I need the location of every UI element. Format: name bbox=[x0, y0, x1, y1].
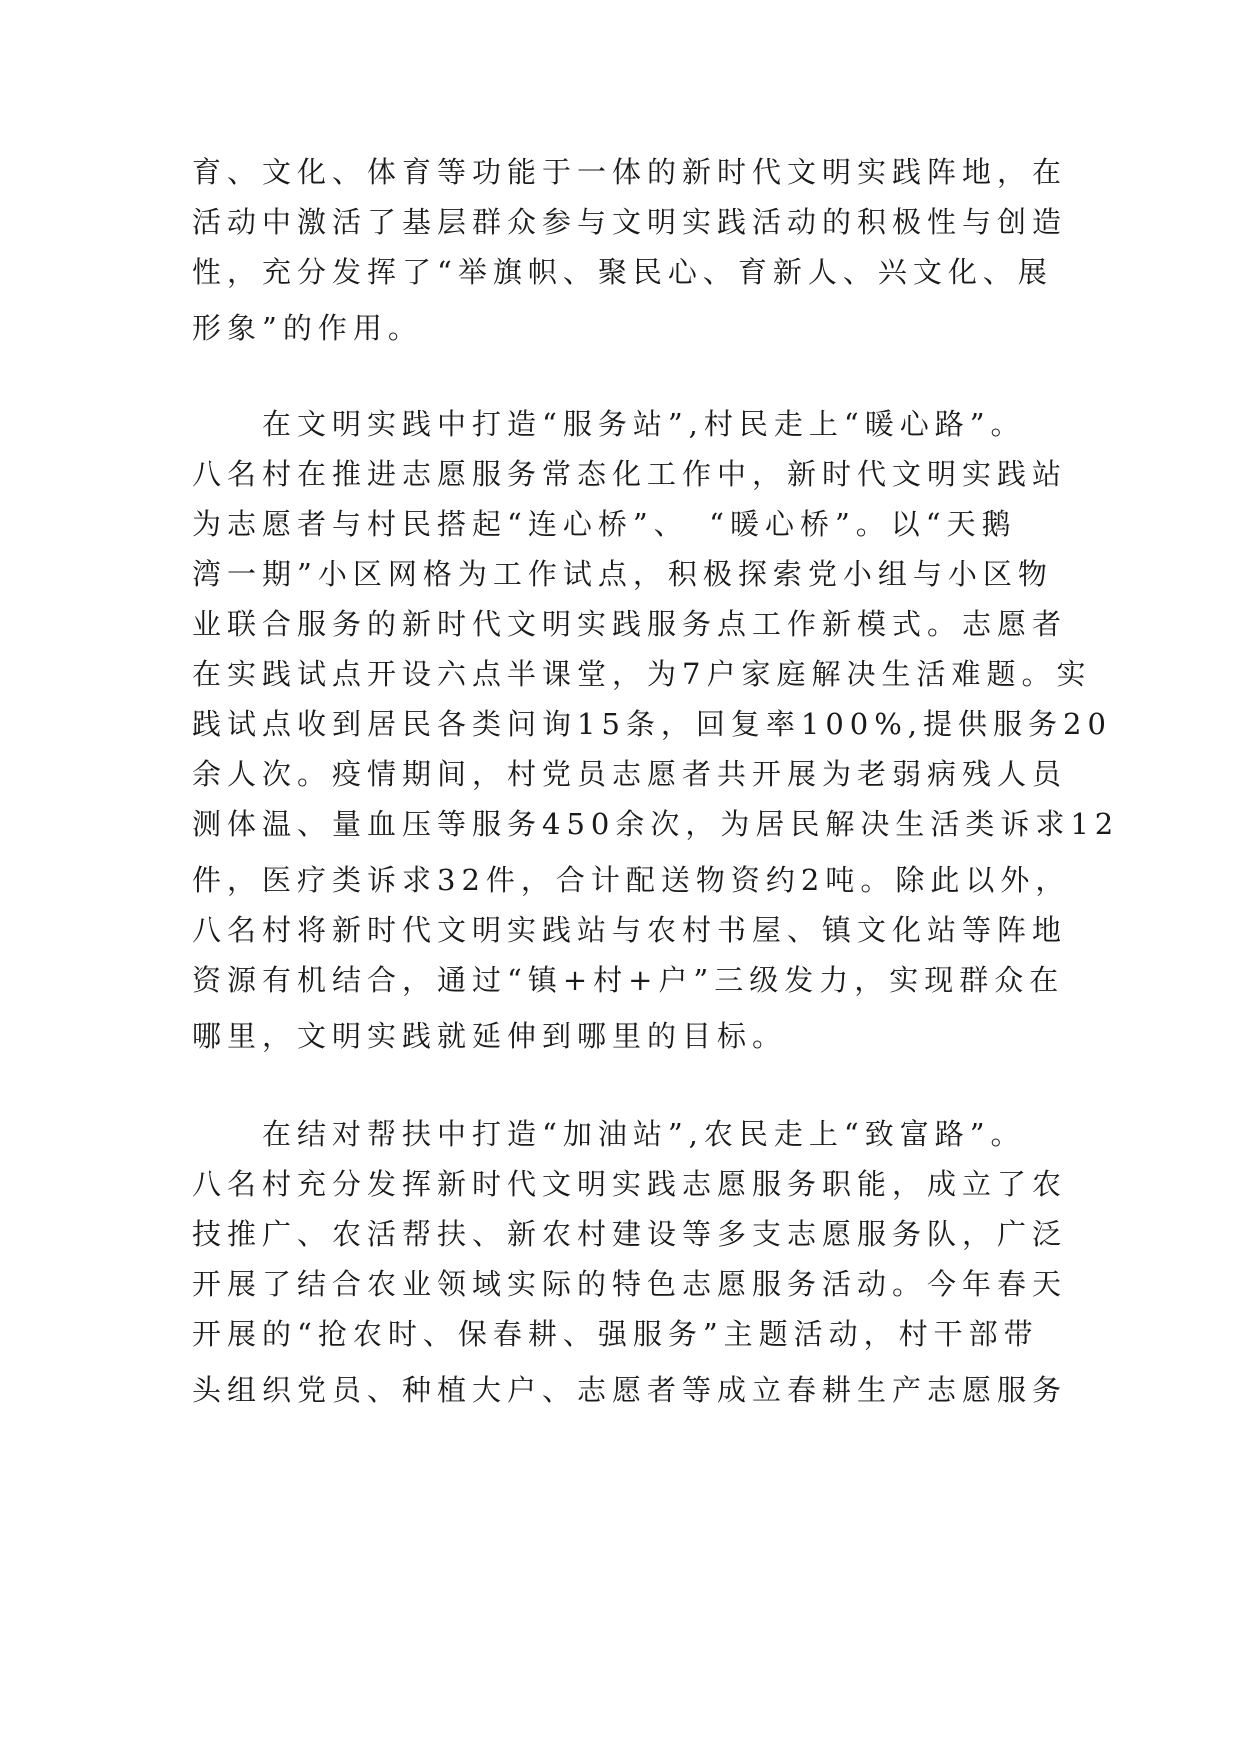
text-line: 在文明实践中打造“服务站”,村民走上“暖心路”。 bbox=[192, 407, 1026, 441]
text-line: 头组织党员、种植大户、志愿者等成立春耕生产志愿服务 bbox=[192, 1373, 1068, 1407]
text-line: 技推广、农活帮扶、新农村建设等多支志愿服务队，广泛 bbox=[192, 1217, 1068, 1251]
text-line: 余人次。疫情期间，村党员志愿者共开展为老弱病残人员 bbox=[192, 757, 1068, 791]
text-line: 在结对帮扶中打造“加油站”,农民走上“致富路”。 bbox=[192, 1117, 1026, 1151]
text-line: 在实践试点开设六点半课堂，为7户家庭解决生活难题。实 bbox=[192, 657, 1092, 691]
text-line: 八名村将新时代文明实践站与农村书屋、镇文化站等阵地 bbox=[192, 913, 1068, 947]
text-line: 形象”的作用。 bbox=[192, 311, 423, 345]
text-line: 业联合服务的新时代文明实践服务点工作新模式。志愿者 bbox=[192, 607, 1068, 641]
text-line: 资源有机结合，通过“镇+村+户”三级发力，实现群众在 bbox=[192, 963, 1065, 997]
text-line: 为志愿者与村民搭起“连心桥”、 “暖心桥”。以“天鹅 bbox=[192, 507, 1017, 541]
text-line: 活动中激活了基层群众参与文明实践活动的积极性与创造 bbox=[192, 205, 1068, 239]
text-line: 践试点收到居民各类问询15条，回复率100%,提供服务20 bbox=[192, 707, 1112, 741]
text-line: 开展的“抢农时、保春耕、强服务”主题活动，村干部带 bbox=[192, 1317, 1039, 1351]
text-line: 湾一期”小区网格为工作试点，积极探索党小组与小区物 bbox=[192, 557, 1053, 591]
text-line: 八名村在推进志愿服务常态化工作中，新时代文明实践站 bbox=[192, 457, 1068, 491]
text-line: 性，充分发挥了“举旗帜、聚民心、育新人、兴文化、展 bbox=[192, 255, 1053, 289]
text-line: 件，医疗类诉求32件，合计配送物资约2吨。除此以外， bbox=[192, 863, 1071, 897]
text-line: 育、文化、体育等功能于一体的新时代文明实践阵地，在 bbox=[192, 155, 1068, 189]
text-line: 测体温、量血压等服务450余次，为居民解决生活类诉求12 bbox=[192, 807, 1120, 841]
text-line: 哪里，文明实践就延伸到哪里的目标。 bbox=[192, 1019, 788, 1053]
text-line: 八名村充分发挥新时代文明实践志愿服务职能，成立了农 bbox=[192, 1167, 1068, 1201]
text-line: 开展了结合农业领域实际的特色志愿服务活动。今年春天 bbox=[192, 1267, 1068, 1301]
